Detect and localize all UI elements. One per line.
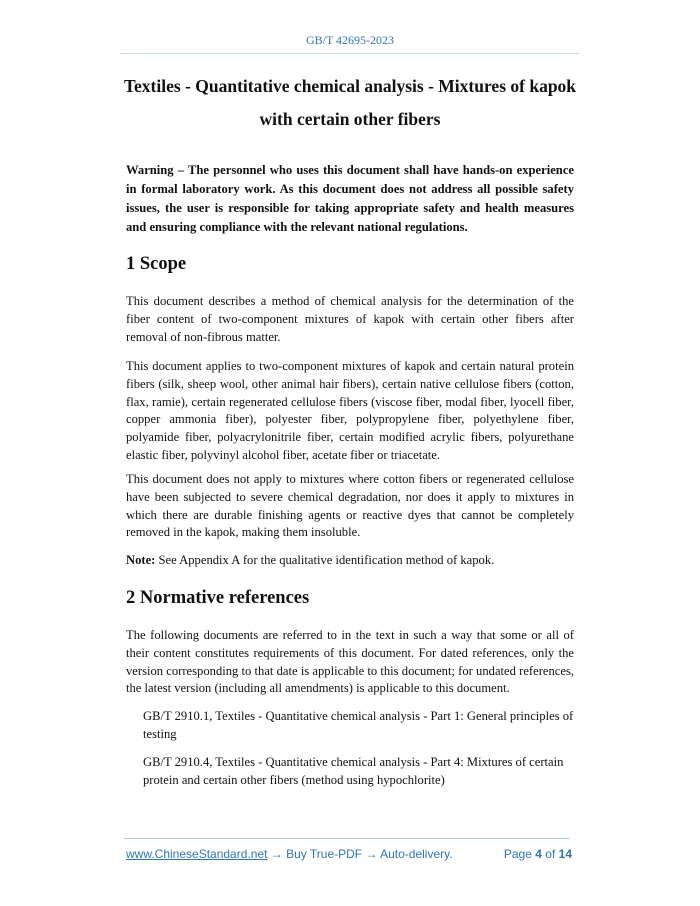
scope-heading: 1 Scope bbox=[126, 254, 187, 274]
title-line-2: with certain other fibers bbox=[259, 109, 441, 129]
scope-paragraph-3: This document does not apply to mixtures where cotton fibers or regenerated cellulose have been subjected to severe chemical degradation, nor does it apply to mixtures in which there are durable finishing agents or reactive dyes that cannot be completely removed in the kapok, making them insoluble. bbox=[126, 472, 574, 540]
header-divider bbox=[120, 53, 580, 54]
page-indicator bbox=[504, 847, 572, 861]
scope-paragraph-1: This document describes a method of chemical analysis for the determination of the fiber content of two-component mixtures of kapok with certain other fibers after removal of non-fibrous matter. bbox=[126, 294, 574, 344]
reference-item: GB/T 2910.4, Textiles - Quantitative chemical analysis - Part 4: Mixtures of certain protein and certain other fibers (method using hypochlorite) bbox=[143, 755, 564, 787]
normative-heading: 2 Normative references bbox=[126, 588, 310, 608]
document-id-header: GB/T 42695-2023 bbox=[305, 33, 395, 47]
page-number: 4 bbox=[535, 847, 542, 861]
page-label: Page bbox=[503, 847, 532, 861]
footer bbox=[126, 847, 572, 861]
title-line-1: Textiles - Quantitative chemical analysis - Mixtures of kapok bbox=[123, 76, 577, 96]
note-label: Note: bbox=[126, 553, 156, 567]
normative-paragraph: The following documents are referred to in the text in such a way that some or all of their content constitutes requirements of this document. For dated references, only the version corresponding to that date is applicable to this document; for undated references, the latest version (including all amendments) is applicable to this document. bbox=[126, 628, 574, 696]
page-total: 14 bbox=[558, 847, 572, 861]
scope-note bbox=[126, 552, 574, 570]
page-of: of bbox=[545, 847, 556, 861]
note-text: See Appendix A for the qualitative identification method of kapok. bbox=[155, 553, 495, 567]
scope-paragraph-2: This document applies to two-component mixtures of kapok and certain natural protein fibers (silk, sheep wool, other animal hair fibers), certain native cellulose fibers (cotton, flax, ramie), certain regenerated cellulose fibers (viscose fiber, modal fiber, lyocell fiber, copper ammonia fiber), polyester fiber, polypropylene fiber, polyethylene fiber, polyamide fiber, polyacrylonitrile fiber, certain modified acrylic fibers, polyurethane elastic fiber, polyvinyl alcohol fiber, acetate fiber or triacetate. bbox=[126, 359, 574, 462]
footer-divider bbox=[124, 838, 570, 839]
website-link[interactable]: www.ChineseStandard.net bbox=[126, 847, 268, 861]
warning-paragraph: Warning – The personnel who uses this document shall have hands-on experience in formal laboratory work. As this document does not address all possible safety issues, the user is responsible for taking appropriate safety and health measures and ensuring compliance with the relevant national regulations. bbox=[126, 163, 574, 234]
reference-item: GB/T 2910.1, Textiles - Quantitative chemical analysis - Part 1: General principles of testing bbox=[143, 709, 574, 741]
footer-text: → Buy True-PDF → Auto-delivery. bbox=[267, 847, 453, 861]
